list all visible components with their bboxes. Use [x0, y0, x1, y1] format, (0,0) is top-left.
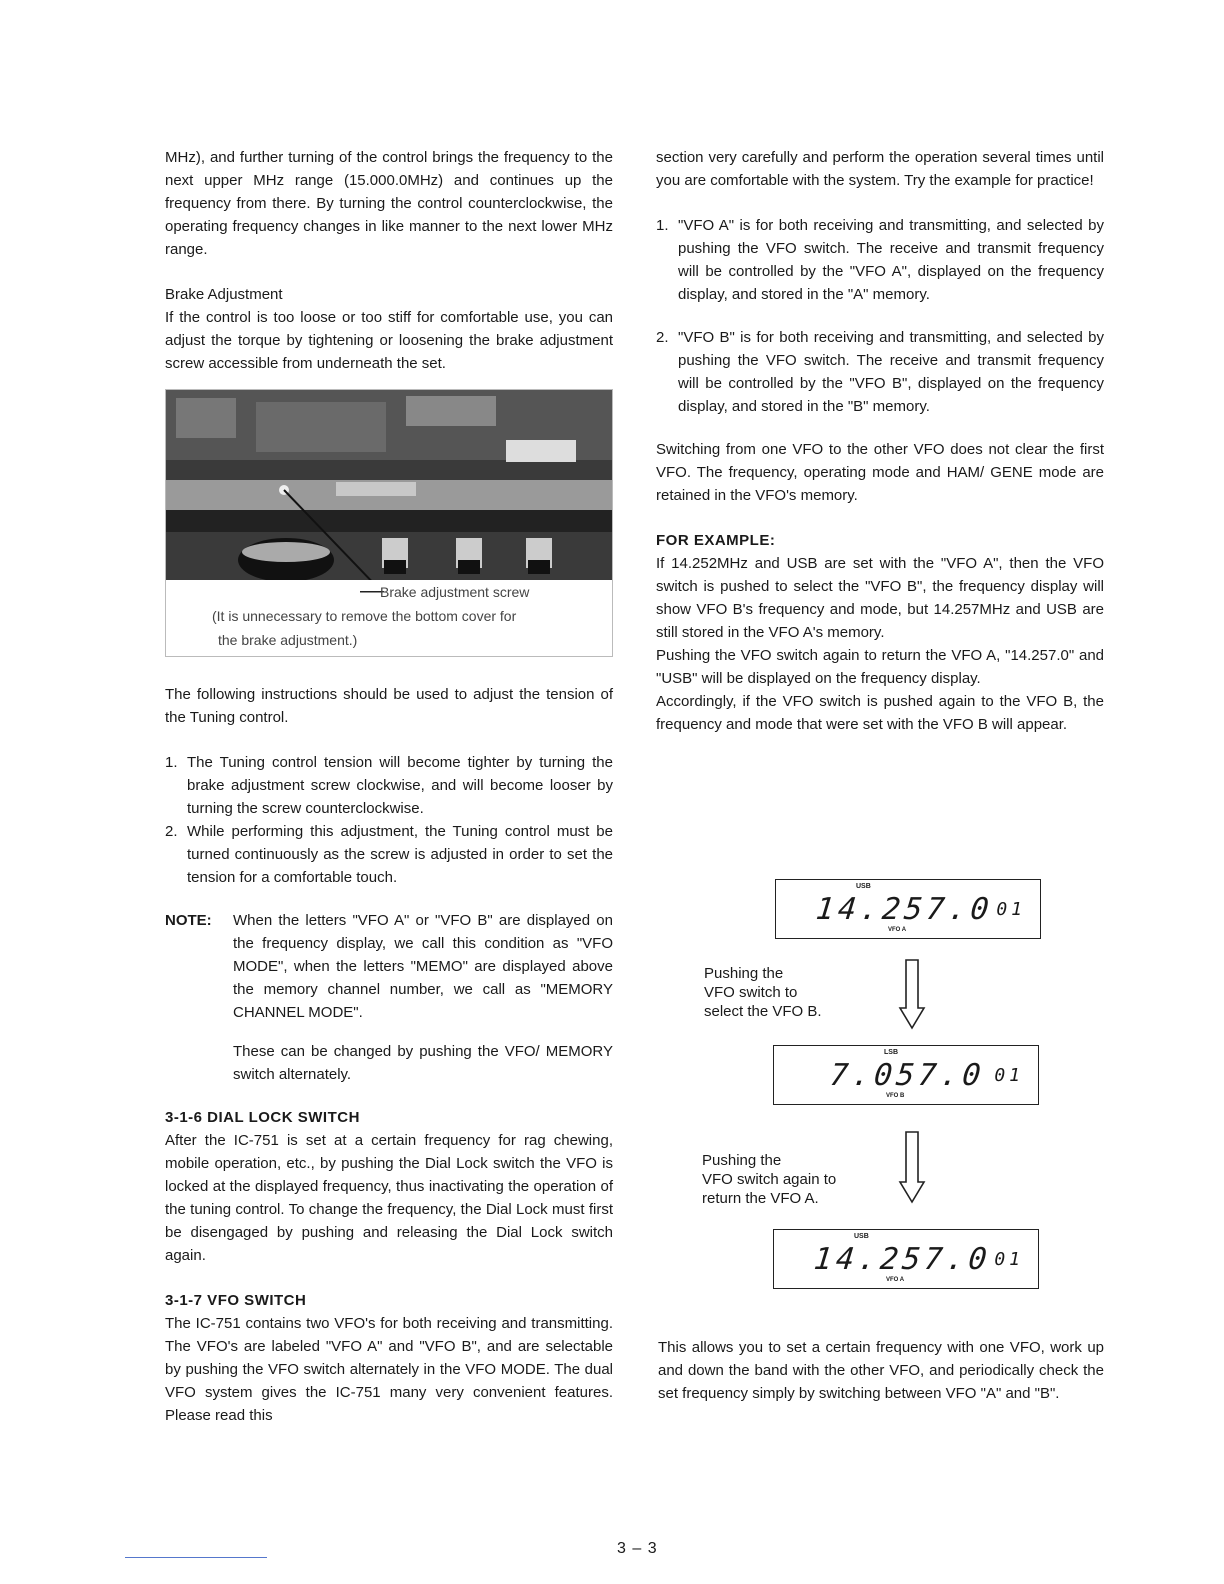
brake-photo [166, 390, 612, 580]
example-text-1: If 14.252MHz and USB are set with the "VFO A", then the VFO switch is pushed to select the "VFO B", the frequency display will show VFO B's frequency and mode, but 14.257MHz and USB are still stored in the VFO A's memory. [656, 555, 1104, 641]
vfo-indicator: VFO A [888, 927, 907, 933]
step-number: 2. [165, 823, 178, 840]
frequency-display-vfo-a-return [773, 1229, 1039, 1289]
note-block [165, 909, 613, 1024]
vfo-indicator: VFO B [886, 1093, 905, 1099]
page-number: 3 – 3 [617, 1540, 658, 1557]
step-text: While performing this adjustment, the Tuning control must be turned continuously as the screw is adjusted in order to set the tension for a comfortable touch. [187, 823, 613, 886]
item-number: 1. [656, 217, 669, 234]
down-arrow-icon [898, 1130, 926, 1204]
photo-label: Brake adjustment screw [380, 584, 530, 600]
push-caption-line: return the VFO A. [702, 1190, 819, 1207]
brake-title: Brake Adjustment [165, 286, 283, 303]
note-block-2 [165, 1040, 613, 1086]
step-number: 1. [165, 754, 178, 771]
frequency-display-vfo-a [775, 879, 1041, 939]
section-316-title: 3-1-6 DIAL LOCK SWITCH [165, 1109, 360, 1126]
brake-text: If the control is too loose or too stiff for comfortable use, you can adjust the torque by tightening or loosening the brake adjustment screw accessible from underneath the set. [165, 309, 613, 372]
frequency-readout: 14.257.0 [812, 1242, 993, 1277]
vfo-indicator: VFO A [886, 1277, 905, 1283]
note-label: NOTE: [165, 912, 212, 929]
mode-indicator: USB [854, 1233, 869, 1240]
intro-paragraph: MHz), and further turning of the control brings the frequency to the next upper MHz range (15.000.0MHz) and continues up the frequency from there. By turning the control counterclockwise, the operating frequency changes in like manner to the next lower MHz range. [165, 149, 613, 258]
channel-readout: 01 [994, 1065, 1024, 1086]
push-caption-line: VFO switch to [704, 984, 798, 1001]
item-text: "VFO B" is for both receiving and transmitting, and selected by pushing the VFO switch. The receive and transmit frequency will be controlled by the "VFO B", displayed on the frequency display, and stored in the "B" memory. [678, 329, 1104, 415]
frequency-readout: 14.257.0 [814, 892, 995, 927]
push-caption-2 [702, 1151, 836, 1208]
section-317-title: 3-1-7 VFO SWITCH [165, 1292, 307, 1309]
example-text-3: Accordingly, if the VFO switch is pushed again to the VFO B, the frequency and mode that were set with the VFO B will appear. [656, 693, 1104, 733]
channel-readout: 01 [994, 1249, 1024, 1270]
right-intro: section very carefully and perform the operation several times until you are comfortable with the system. Try the example for practice! [656, 149, 1104, 189]
photo-note-line-2: the brake adjustment.) [218, 632, 358, 648]
push-caption-line: VFO switch again to [702, 1171, 837, 1188]
left-column [165, 146, 613, 1427]
frequency-readout: 7.057.0 [828, 1058, 987, 1093]
switching-text: Switching from one VFO to the other VFO does not clear the first VFO. The frequency, operating mode and HAM/ GENE mode are retained in the VFO's memory. [656, 441, 1104, 504]
mode-indicator: LSB [884, 1049, 898, 1056]
frequency-display-vfo-b [773, 1045, 1039, 1105]
push-caption-line: Pushing the [702, 1152, 782, 1169]
list-item [656, 214, 1104, 306]
list-item [165, 820, 613, 889]
note-text-2: These can be changed by pushing the VFO/ MEMORY switch alternately. [233, 1043, 613, 1083]
list-item [165, 751, 613, 820]
chassis-photo-illustration [166, 390, 612, 580]
mode-indicator: USB [856, 883, 871, 890]
push-caption-1 [704, 964, 822, 1021]
steps-list [165, 751, 613, 889]
right-column [656, 146, 1104, 736]
push-caption-line: select the VFO B. [704, 1003, 822, 1020]
brake-photo-figure [165, 389, 613, 657]
step-text: The Tuning control tension will become tighter by turning the brake adjustment screw clockwise, and will become looser by turning the screw counterclockwise. [187, 754, 613, 817]
footer-rule [125, 1557, 267, 1558]
list-item [656, 326, 1104, 418]
section-317-text: The IC-751 contains two VFO's for both receiving and transmitting. The VFO's are labeled "VFO A" and "VFO B", and are selectable by pushing the VFO switch alternately in the VFO MODE. The dual VFO system gives the IC-751 many very convenient features. Please read this [165, 1315, 613, 1424]
channel-readout: 01 [996, 899, 1026, 920]
example-text-2: Pushing the VFO switch again to return the VFO A, "14.257.0" and "USB" will be displayed on the frequency display. [656, 647, 1104, 687]
instructions-intro: The following instructions should be used to adjust the tension of the Tuning control. [165, 686, 613, 726]
push-caption-line: Pushing the [704, 965, 784, 982]
closing-paragraph: This allows you to set a certain frequency with one VFO, work up and down the band with the other VFO, and periodically check the set frequency simply by switching between VFO "A" and "B". [658, 1339, 1104, 1402]
item-text: "VFO A" is for both receiving and transmitting, and selected by pushing the VFO switch. The receive and transmit frequency will be controlled by the "VFO A", displayed on the frequency display, and stored in the "A" memory. [678, 217, 1104, 303]
note-text: When the letters "VFO A" or "VFO B" are displayed on the frequency display, we call this condition as "VFO MODE", when the letters "MEMO" are displayed above the memory channel number, we call as "MEMORY CHANNEL MODE". [233, 912, 613, 1021]
section-316-text: After the IC-751 is set at a certain frequency for rag chewing, mobile operation, etc., by pushing the Dial Lock switch the VFO is locked at the displayed frequency, thus inactivating the operation of the tuning control. To change the frequency, the Dial Lock must first be disengaged by pushing and releasing the Dial Lock switch again. [165, 1132, 613, 1264]
item-number: 2. [656, 329, 669, 346]
photo-note-line-1: (It is unnecessary to remove the bottom cover for [212, 608, 517, 624]
down-arrow-icon [898, 958, 926, 1030]
example-title: FOR EXAMPLE: [656, 532, 776, 549]
